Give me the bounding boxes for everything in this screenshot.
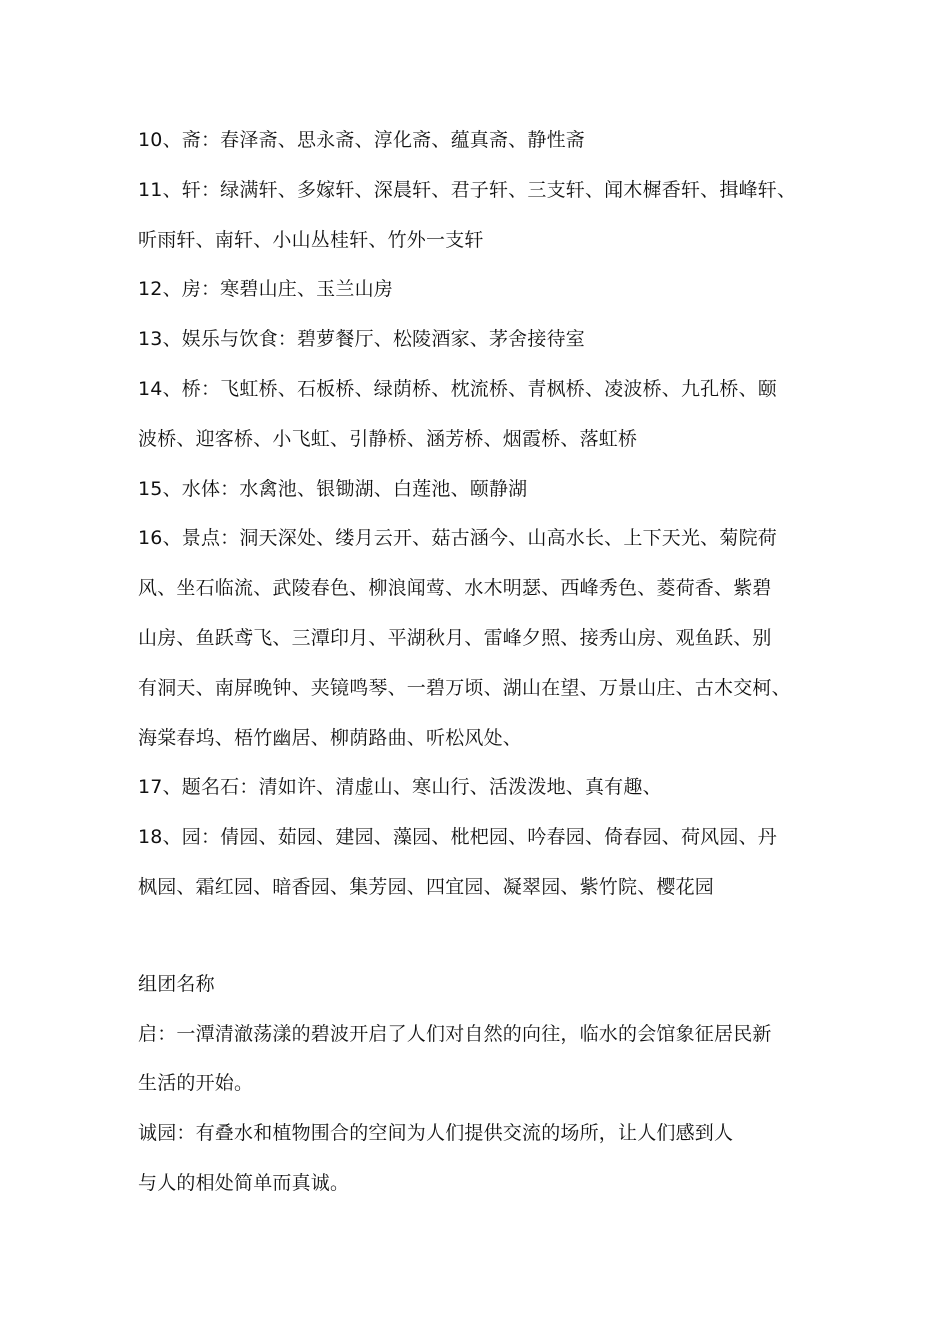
text-line-qi-cont: 生活的开始。 [138, 1072, 254, 1095]
text-line-12-fang: 12、房：寒碧山庄、玉兰山房 [138, 278, 393, 301]
text-line-16-jingdian: 16、景点：洞天深处、缕月云开、菇古涵今、山高水长、上下天光、菊院荷 [138, 527, 777, 550]
text-line-16-jingdian-cont-3: 有洞天、南屏晚钟、夹镜鸣琴、一碧万顷、湖山在望、万景山庄、古木交柯、 [138, 676, 791, 699]
text-line-14-qiao: 14、桥：飞虹桥、石板桥、绿荫桥、枕流桥、青枫桥、凌波桥、九孔桥、颐 [138, 377, 777, 400]
text-line-15-shuiti: 15、水体：水禽池、银锄湖、白莲池、颐静湖 [138, 477, 528, 500]
text-line-16-jingdian-cont-1: 风、坐石临流、武陵春色、柳浪闻莺、水木明瑟、西峰秀色、菱荷香、紫碧 [138, 577, 772, 600]
text-line-16-jingdian-cont-2: 山房、鱼跃鸢飞、三潭印月、平湖秋月、雷峰夕照、接秀山房、观鱼跃、别 [138, 626, 772, 649]
text-line-16-jingdian-cont-4: 海棠春坞、梧竹幽居、柳荫路曲、听松风处、 [138, 726, 523, 749]
text-line-chengyuan: 诚园：有叠水和植物围合的空间为人们提供交流的场所，让人们感到人 [138, 1122, 734, 1145]
text-line-14-qiao-cont: 波桥、迎客桥、小飞虹、引静桥、涵芳桥、烟霞桥、落虹桥 [138, 427, 638, 450]
text-line-10-zhai: 10、斋：春泽斋、思永斋、淳化斋、蕴真斋、静性斋 [138, 129, 585, 151]
text-line-18-yuan: 18、园：倩园、茹园、建园、藻园、枇杷园、吟春园、倚春园、荷风园、丹 [138, 826, 777, 849]
text-line-13-yule: 13、娱乐与饮食：碧萝餐厅、松陵酒家、茅舍接待室 [138, 328, 585, 351]
section-spacer [138, 913, 828, 960]
text-line-qi: 启：一潭清澈荡漾的碧波开启了人们对自然的向往，临水的会馆象征居民新 [138, 1022, 772, 1045]
text-line-11-xuan-cont: 听雨轩、南轩、小山丛桂轩、竹外一支轩 [138, 228, 484, 251]
document-page [138, 116, 828, 1209]
text-line-chengyuan-cont: 与人的相处简单而真诚。 [138, 1171, 350, 1194]
section-heading-zutuan: 组团名称 [138, 972, 215, 995]
text-line-11-xuan: 11、轩：绿满轩、多嫁轩、深晨轩、君子轩、三支轩、闻木樨香轩、揖峰轩、 [138, 178, 797, 201]
text-line-17-timingshi: 17、题名石：清如许、清虚山、寒山行、活泼泼地、真有趣、 [138, 776, 662, 799]
text-line-18-yuan-cont: 枫园、霜红园、暗香园、集芳园、四宜园、凝翠园、紫竹院、樱花园 [138, 875, 715, 898]
